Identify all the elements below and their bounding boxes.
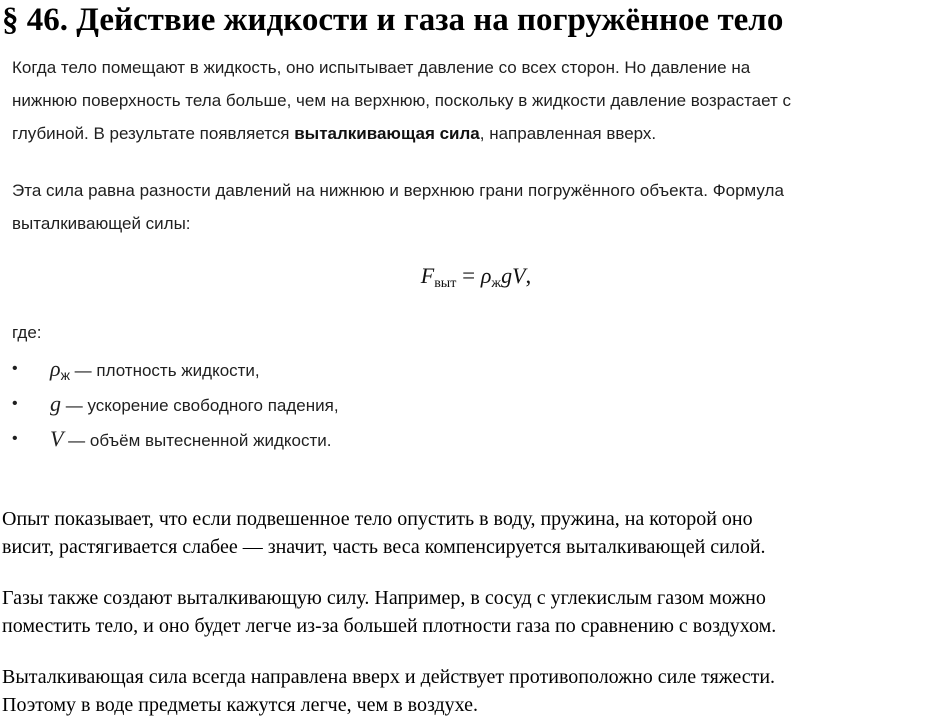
text-line: Газы также создают выталкивающую силу. Например, в сосуд с углекислым газом можно: [2, 587, 766, 609]
gas-paragraph: [2, 584, 952, 640]
formula-equals: =: [456, 263, 481, 288]
list-text: — ускорение свободного падения,: [61, 396, 339, 415]
list-item: [12, 351, 339, 386]
list-symbol-subscript: ж: [60, 367, 70, 383]
formula-intro-paragraph: [12, 174, 952, 240]
direction-paragraph: [2, 663, 952, 719]
text-line: Эта сила равна разности давлений на нижнюю и верхнюю грани погружённого объекта. Формула: [12, 181, 784, 200]
formula-force-subscript: выт: [434, 276, 457, 291]
list-text: — плотность жидкости,: [69, 361, 260, 380]
intro-paragraph: [12, 51, 952, 150]
text-fragment: глубиной. В результате появляется: [12, 124, 295, 143]
list-symbol: ρ: [50, 356, 61, 381]
bold-term: выталкивающая сила: [294, 124, 480, 143]
list-item: [12, 386, 339, 421]
where-label: где:: [12, 323, 42, 342]
text-line: Опыт показывает, что если подвешенное тело опустить в воду, пружина, на которой оно: [2, 508, 753, 530]
bullet-icon: •: [12, 430, 18, 447]
list-symbol: g: [50, 391, 61, 416]
text-line: [12, 117, 952, 150]
text-line: нижнюю поверхность тела больше, чем на верхнюю, поскольку в жидкости давление возрастает с: [12, 91, 792, 110]
bullet-icon: •: [12, 395, 18, 412]
text-line: поместить тело, и оно будет легче из-за большей плотности газа по сравнению с воздухом.: [2, 615, 777, 637]
variable-list: [12, 351, 339, 456]
text-line: Выталкивающая сила всегда направлена вверх и действует противоположно силе тяжести.: [2, 666, 776, 688]
formula-force-symbol: F: [420, 263, 435, 288]
list-symbol: V: [50, 426, 64, 451]
page-title: § 46. Действие жидкости и газа на погружённое тело: [2, 2, 784, 38]
list-item: [12, 421, 339, 456]
formula-gv: gV: [501, 263, 526, 288]
formula-rho-symbol: ρ: [480, 263, 492, 288]
text-fragment: , направленная вверх.: [479, 124, 657, 143]
experiment-paragraph: [2, 505, 952, 561]
text-line: висит, растягивается слабее — значит, часть веса компенсируется выталкивающей силой.: [2, 536, 766, 558]
formula-comma: ,: [525, 263, 532, 288]
buoyancy-formula: [0, 258, 952, 302]
text-line: Когда тело помещают в жидкость, оно испытывает давление со всех сторон. Но давление на: [12, 58, 751, 77]
bullet-icon: •: [12, 360, 18, 377]
formula-rho-subscript: ж: [491, 276, 502, 291]
list-text: — объём вытесненной жидкости.: [63, 431, 332, 450]
text-line: выталкивающей силы:: [12, 214, 191, 233]
text-line: Поэтому в воде предметы кажутся легче, чем в воздухе.: [2, 694, 479, 716]
